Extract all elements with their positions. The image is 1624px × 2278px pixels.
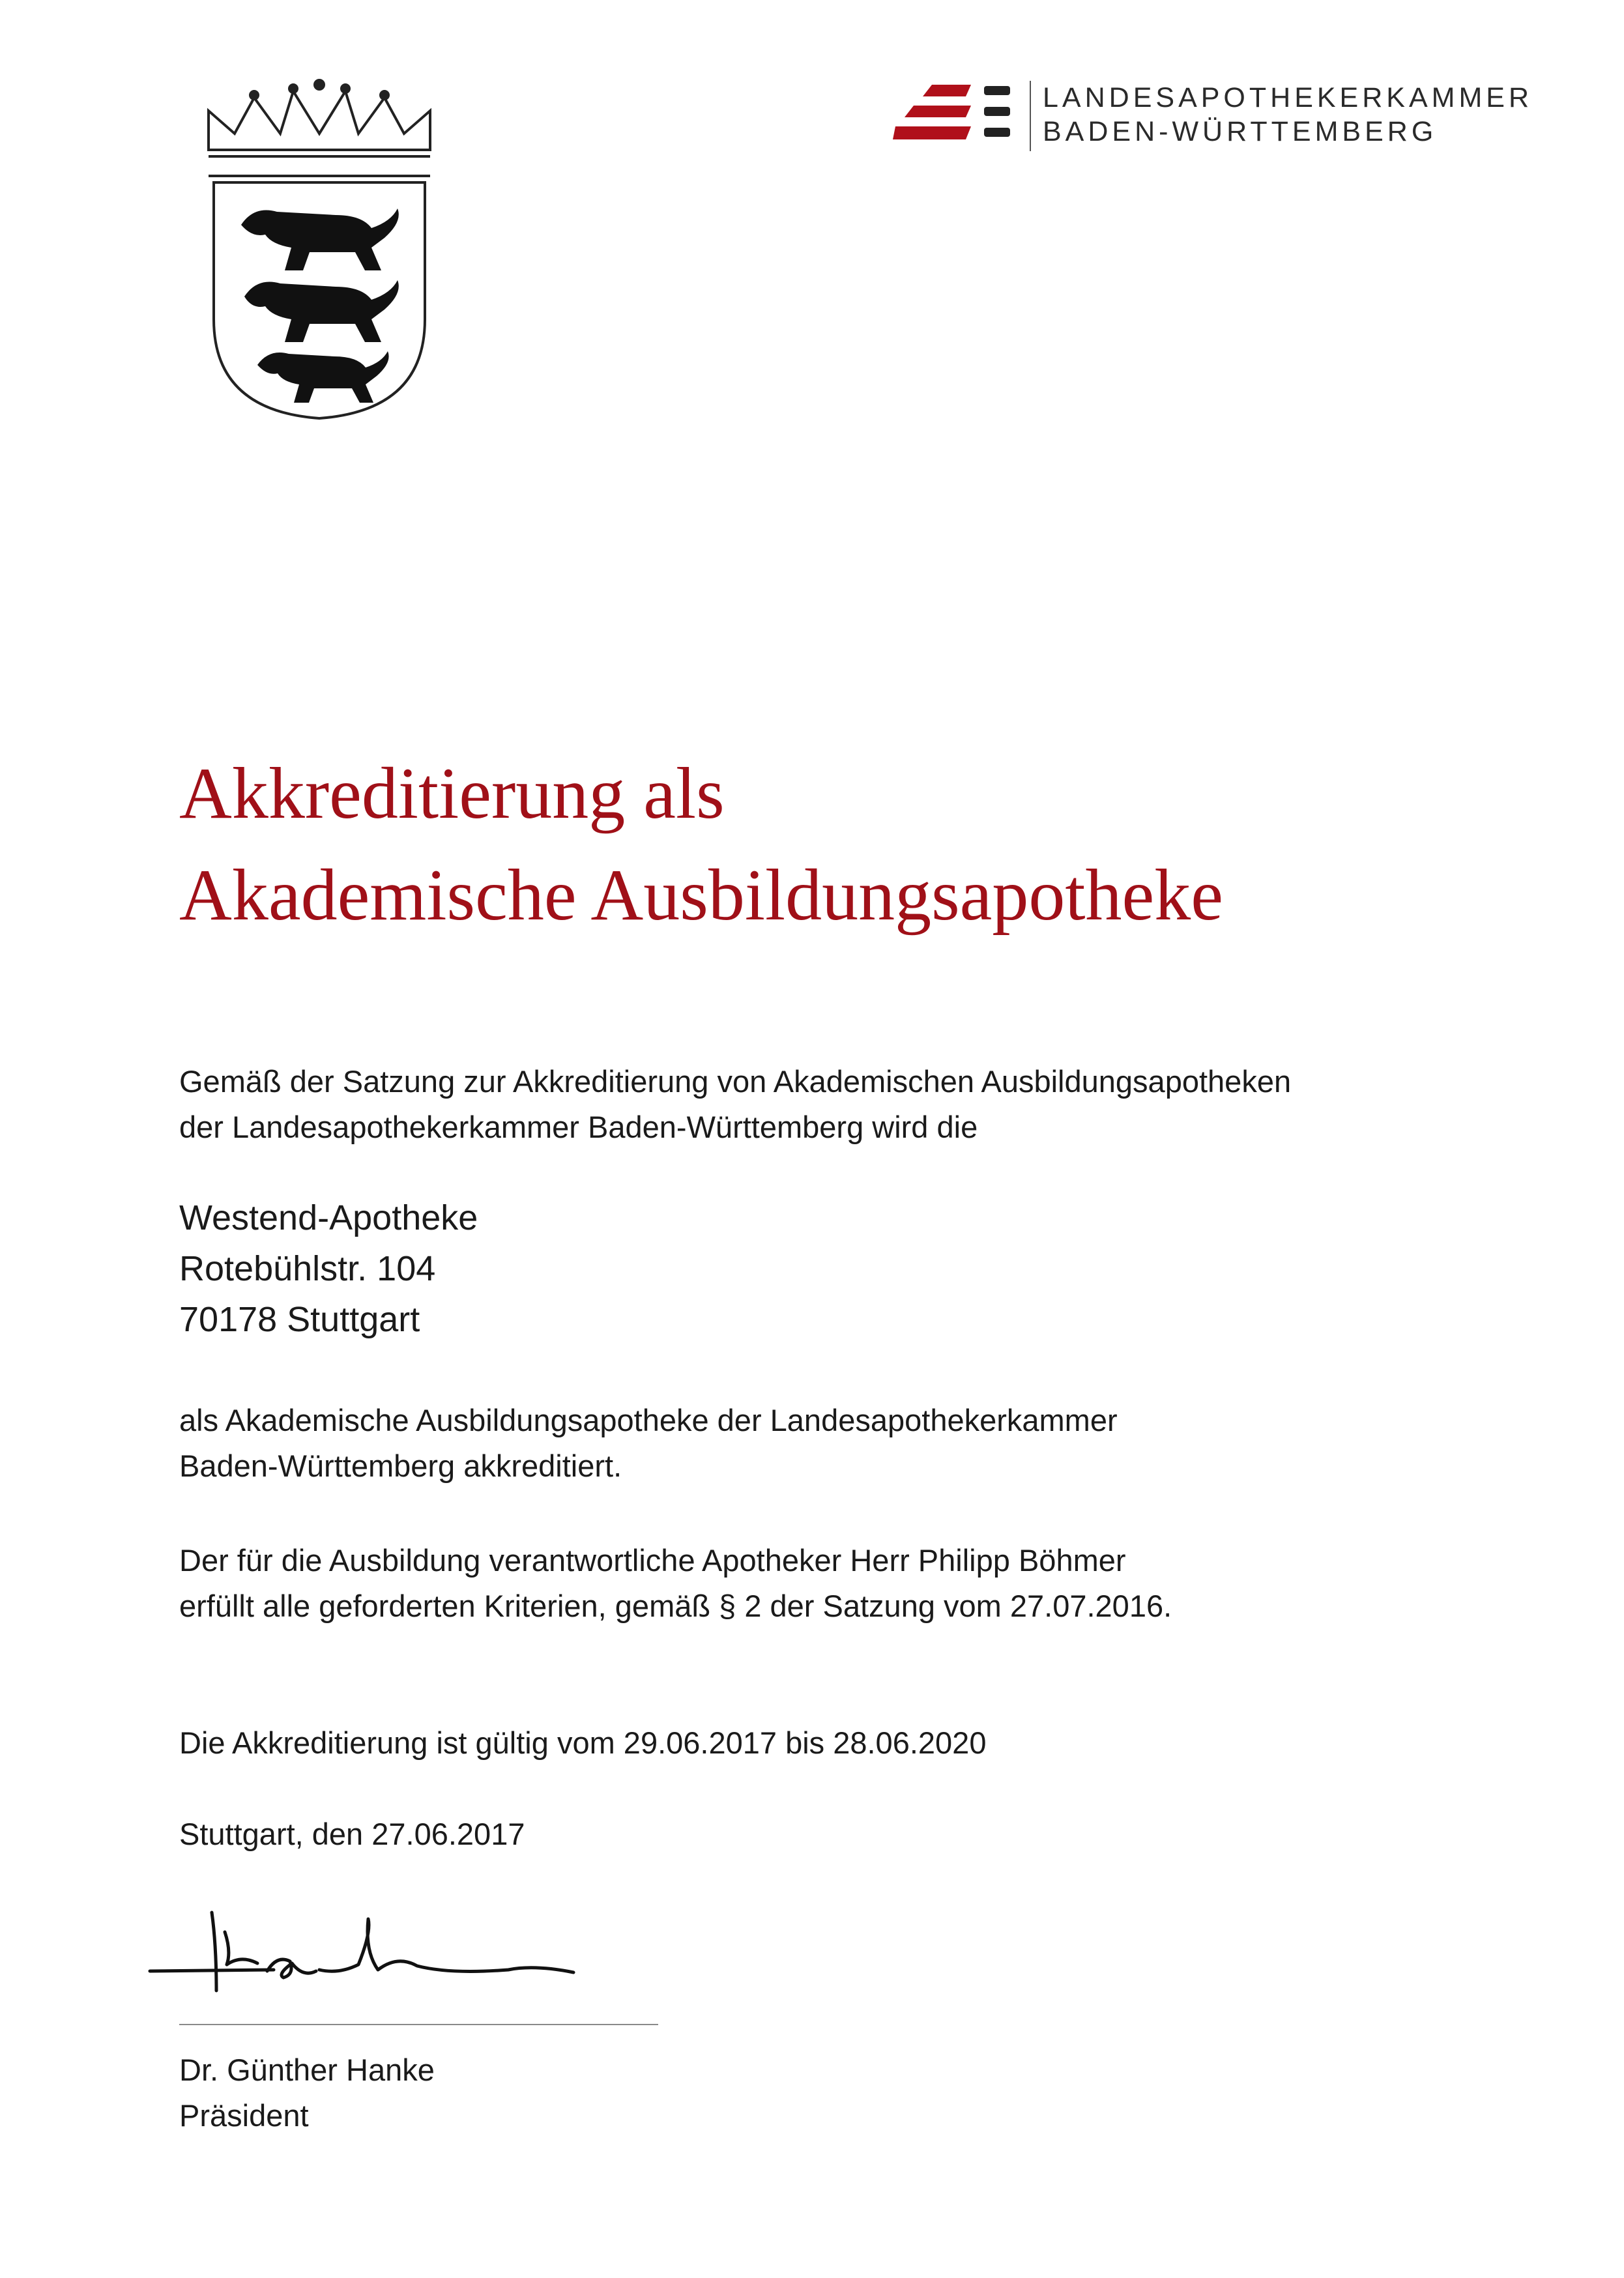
pharmacist-line-2: erfüllt alle geforderten Kriterien, gemäß § 2 der Satzung vom 27.07.2016. — [179, 1589, 1172, 1623]
signature-line — [179, 2024, 658, 2025]
pharmacy-address — [179, 1192, 1483, 1345]
signature-icon — [143, 1893, 600, 2010]
logo-line-1: LANDESAPOTHEKERKAMMER — [1043, 82, 1533, 113]
pharmacy-city: 70178 Stuttgart — [179, 1300, 420, 1339]
pharmacist-line-1: Der für die Ausbildung verantwortliche Apotheker Herr Philipp Böhmer — [179, 1543, 1126, 1578]
pharmacy-name: Westend-Apotheke — [179, 1198, 478, 1237]
chamber-logo — [893, 77, 1551, 155]
signatory-block — [179, 2047, 1483, 2139]
title-line-1: Akkreditierung als — [179, 753, 725, 834]
pharmacist-paragraph — [179, 1538, 1483, 1629]
document-title — [179, 743, 1548, 946]
title-line-2: Akademische Ausbildungsapotheke — [179, 855, 1223, 936]
accreditation-line-2: Baden-Württemberg akkreditiert. — [179, 1449, 622, 1483]
accreditation-line-1: als Akademische Ausbildungsapotheke der Landesapothekerkammer — [179, 1403, 1118, 1437]
logo-divider — [1030, 81, 1031, 151]
signatory-name: Dr. Günther Hanke — [179, 2053, 435, 2087]
coat-of-arms-icon — [196, 72, 443, 424]
validity-text: Die Akkreditierung ist gültig vom 29.06.2017 bis 28.06.2020 — [179, 1725, 987, 1760]
chamber-logo-mark-icon — [893, 77, 1026, 155]
pharmacy-street: Rotebühlstr. 104 — [179, 1249, 436, 1288]
intro-paragraph — [179, 1059, 1483, 1150]
logo-line-2: BADEN-WÜRTTEMBERG — [1043, 116, 1438, 147]
intro-line-1: Gemäß der Satzung zur Akkreditierung von Akademischen Ausbildungsapotheken — [179, 1064, 1292, 1099]
signatory-role: Präsident — [179, 2098, 309, 2133]
accreditation-paragraph — [179, 1398, 1483, 1489]
place-date: Stuttgart, den 27.06.2017 — [179, 1817, 525, 1851]
intro-line-2: der Landesapothekerkammer Baden-Württemberg wird die — [179, 1110, 978, 1144]
